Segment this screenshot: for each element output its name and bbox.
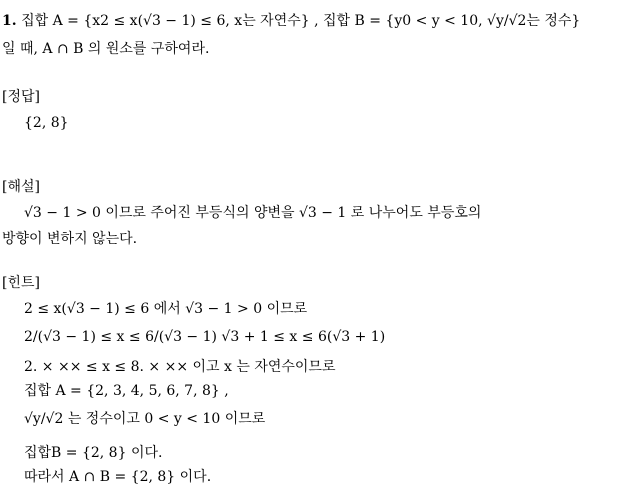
hint-label: [힌트] xyxy=(2,275,40,291)
problem-statement-line-1 xyxy=(2,14,580,28)
answer-value: {2, 8} xyxy=(24,115,69,131)
explanation-line-2: 방향이 변하지 않는다. xyxy=(2,231,138,247)
problem-line-1-math: A = {x2 ≤ x(√3 − 1) ≤ 6, x는 자연수} , 집합 B = {y0 < y < 10, √y/√2는 정수} xyxy=(52,13,581,29)
explanation-line-1: √3 − 1 > 0 이므로 주어진 부등식의 양변을 √3 − 1 로 나누어도 부등호의 xyxy=(24,205,482,221)
problem-number: 1. xyxy=(2,13,17,29)
problem-statement-line-2: 일 때, A ∩ B 의 원소를 구하여라. xyxy=(2,41,210,57)
hint-line-2: 2/(√3 − 1) ≤ x ≤ 6/(√3 − 1) √3 + 1 ≤ x ≤ 6(√3 + 1) xyxy=(24,329,386,345)
hint-line-1: 2 ≤ x(√3 − 1) ≤ 6 에서 √3 − 1 > 0 이므로 xyxy=(24,301,308,317)
hint-line-3: 2. × ×× ≤ x ≤ 8. × ×× 이고 x 는 자연수이므로 xyxy=(24,359,336,375)
problem-line-1-prefix: 집합 xyxy=(21,13,49,29)
hint-line-5: √y/√2 는 정수이고 0 < y < 10 이므로 xyxy=(24,411,266,427)
hint-line-4: 집합 A = {2, 3, 4, 5, 6, 7, 8} , xyxy=(24,383,229,399)
hint-line-7: 따라서 A ∩ B = {2, 8} 이다. xyxy=(24,469,212,485)
answer-label: [정답] xyxy=(2,89,40,105)
explanation-label: [해설] xyxy=(2,179,40,195)
hint-line-6: 집합B = {2, 8} 이다. xyxy=(24,445,163,461)
